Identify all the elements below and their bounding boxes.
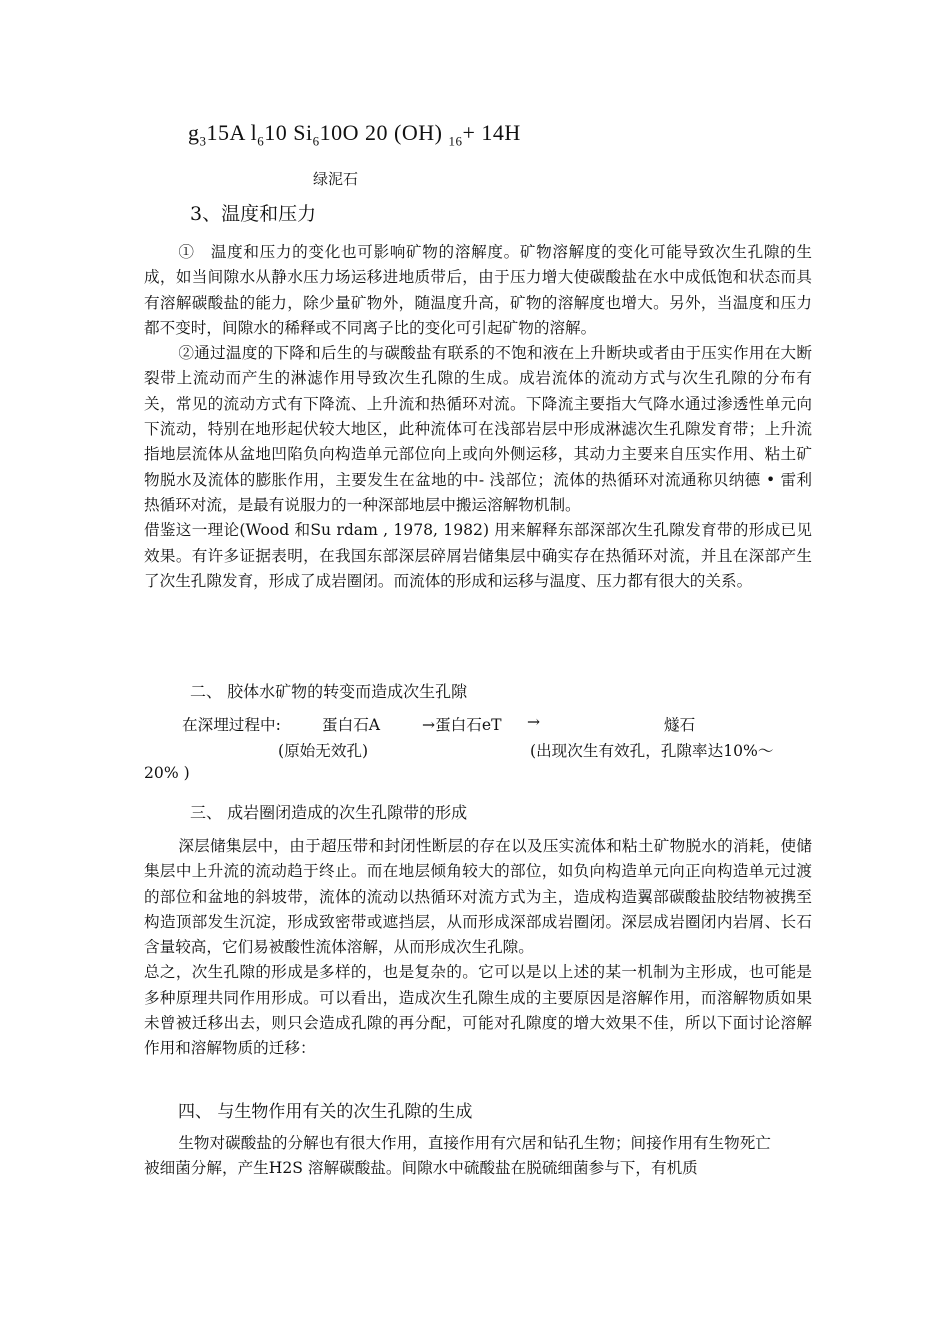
section-three-body — [144, 834, 812, 1062]
paragraph: 生物对碳酸盐的分解也有很大作用，直接作用有穴居和钻孔生物；间接作用有生物死亡 — [178, 1134, 771, 1152]
section-heading: 四、 与生物作用有关的次生孔隙的生成 — [178, 1102, 473, 1122]
section-heading: 三、 成岩圈闭造成的次生孔隙带的形成 — [190, 803, 468, 822]
chemical-formula: $g_315A$ $l_610$ $Si_610O$ 20 (OH) $_{16}$+ 14H — [188, 120, 521, 149]
process-note: (原始无效孔) — [278, 742, 369, 760]
section-four-body — [144, 1131, 812, 1182]
paragraph: ②通过温度的下降和后生的与碳酸盐有联系的不饱和液在上升断块或者由于压实作用在大断裂带上流动而产生的淋滤作用导致次生孔隙的生成。成岩流体的流动方式与次生孔隙的分布有关，常见的流动方式有下降流、上升流和热循环对流。下降流主要指大气降水通过渗透性单元向下流动，特别在地形起伏较大地区，此种流体可在浅部岩层中形成淋滤次生孔隙发育带；上升流指地层流体从盆地凹陷负向构造单元部位向上或向外侧运移，其动力主要来自压实作用、粘土矿物脱水及流体的膨胀作用，主要发生在盆地的中- 浅部位；流体的热循环对流通称贝纳德 • 雷利热循环对流，是最有说服力的一种深部地层中搬运溶解物机制。 — [144, 344, 812, 514]
process-stage: 燧石 — [664, 716, 696, 734]
paragraph: ① 温度和压力的变化也可影响矿物的溶解度。矿物溶解度的变化可能导致次生孔隙的生成，如当间隙水从静水压力场运移进地质带后，由于压力增大使碳酸盐在水中成低饱和状态而具有溶解碳酸盐的能力，除少量矿物外，随温度升高，矿物的溶解度也增大。另外，当温度和压力都不变时，间隙水的稀释或不同离子比的变化可引起矿物的溶解。 — [144, 243, 812, 337]
paragraph: 被细菌分解，产生H2S 溶解碳酸盐。间隙水中硫酸盐在脱硫细菌参与下，有机质 — [144, 1159, 698, 1178]
process-stage: →蛋白石eT — [422, 716, 502, 734]
paragraph: 深层储集层中，由于超压带和封闭性断层的存在以及压实流体和粘土矿物脱水的消耗，使储集层中上升流的流动趋于终止。而在地层倾角较大的部位，如负向构造单元向正向构造单元过渡的部位和盆地的斜坡带，流体的流动以热循环对流方式为主，造成构造翼部碳酸盐胶结物被携至构造顶部发生沉淀，形成致密带或遮挡层，从而形成深部成岩圈闭。深层成岩圈闭内岩屑、长石含量较高，它们易被酸性流体溶解，从而形成次生孔隙。 — [144, 837, 812, 957]
process-note: 20% ) — [144, 764, 190, 782]
formula-label: 绿泥石 — [313, 170, 359, 188]
paragraph: 借鉴这一理论(Wood 和Su rdam , 1978, 1982) 用来解释东部深部次生孔隙发育带的形成已见效果。有许多证据表明，在我国东部深层碎屑岩储集层中确实存在热循环对流，并且在深部产生了次生孔隙发育，形成了成岩圈闭。而流体的形成和运移与温度、压力都有很大的关系。 — [144, 521, 812, 590]
section-heading: 二、 胶体水矿物的转变而造成次生孔隙 — [190, 682, 468, 701]
process-note: (出现次生有效孔，孔隙率达10%～ — [530, 742, 774, 760]
section-heading: 3、温度和压力 — [190, 203, 317, 225]
process-stage: 蛋白石A — [322, 716, 381, 734]
process-intro: 在深埋过程中: — [182, 716, 281, 734]
paragraph: 总之，次生孔隙的形成是多样的，也是复杂的。它可以是以上述的某一机制为主形成，也可能是多种原理共同作用形成。可以看出，造成次生孔隙生成的主要原因是溶解作用，而溶解物质如果未曾被迁移出去，则只会造成孔隙的再分配，可能对孔隙度的增大效果不佳，所以下面讨论溶解作用和溶解物质的迁移： — [144, 963, 812, 1058]
section-3-body — [144, 240, 812, 594]
process-arrow: → — [527, 713, 541, 731]
